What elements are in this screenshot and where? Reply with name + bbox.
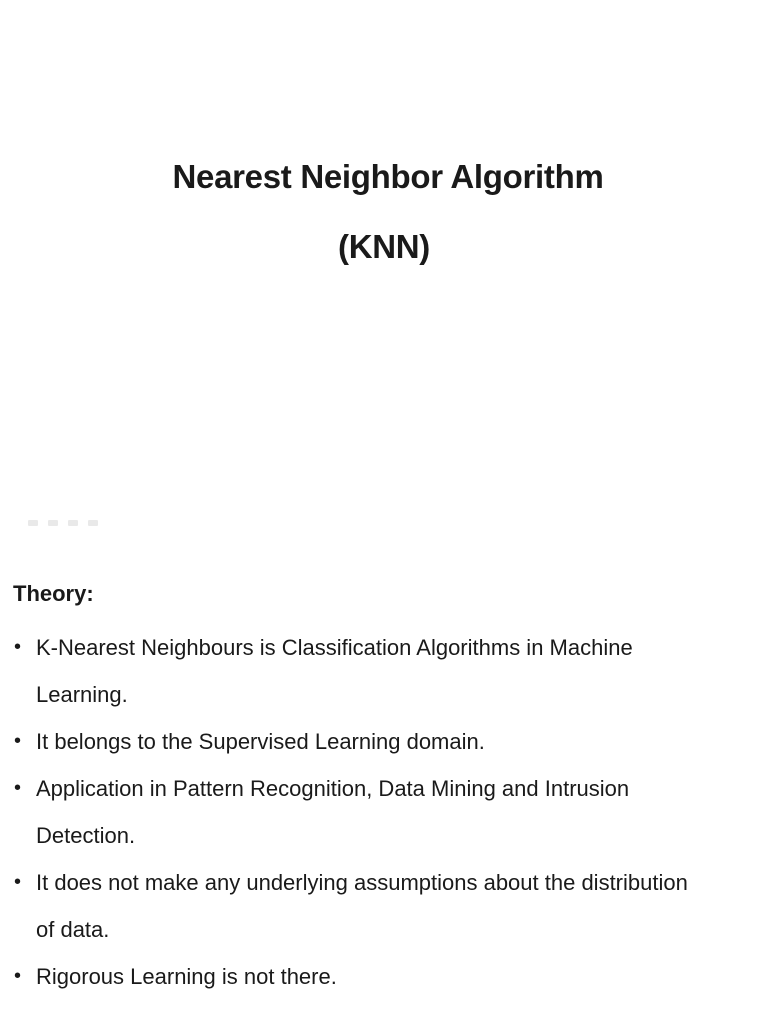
page-title: Nearest Neighbor Algorithm — [172, 158, 604, 195]
faint-mark-icon — [88, 520, 98, 526]
page-subtitle: (KNN) — [338, 228, 430, 265]
bullet-icon: • — [14, 965, 22, 987]
list-item-text: Application in Pattern Recognition, Data Mining and Intrusion Detection. — [36, 776, 630, 848]
list-item — [0, 718, 716, 765]
bullet-icon: • — [14, 636, 22, 658]
list-item-text: It does not make any underlying assumptions about the distribution of data. — [36, 870, 688, 942]
faint-toolbar-marks — [28, 520, 98, 530]
list-item — [0, 624, 716, 718]
theory-heading: Theory: — [13, 581, 94, 606]
faint-mark-icon — [48, 520, 58, 526]
faint-mark-icon — [68, 520, 78, 526]
bullet-icon: • — [14, 730, 22, 752]
list-item-text: Rigorous Learning is not there. — [36, 964, 337, 989]
list-item — [0, 859, 716, 953]
list-item-text: K-Nearest Neighbours is Classification Algorithms in Machine Learning. — [36, 635, 633, 707]
faint-mark-icon — [28, 520, 38, 526]
bullet-icon: • — [14, 777, 22, 799]
list-item — [0, 765, 716, 859]
list-item-text: It belongs to the Supervised Learning domain. — [36, 729, 485, 754]
list-item — [0, 953, 716, 1000]
theory-bullet-list — [0, 624, 768, 1000]
bullet-icon: • — [14, 871, 22, 893]
